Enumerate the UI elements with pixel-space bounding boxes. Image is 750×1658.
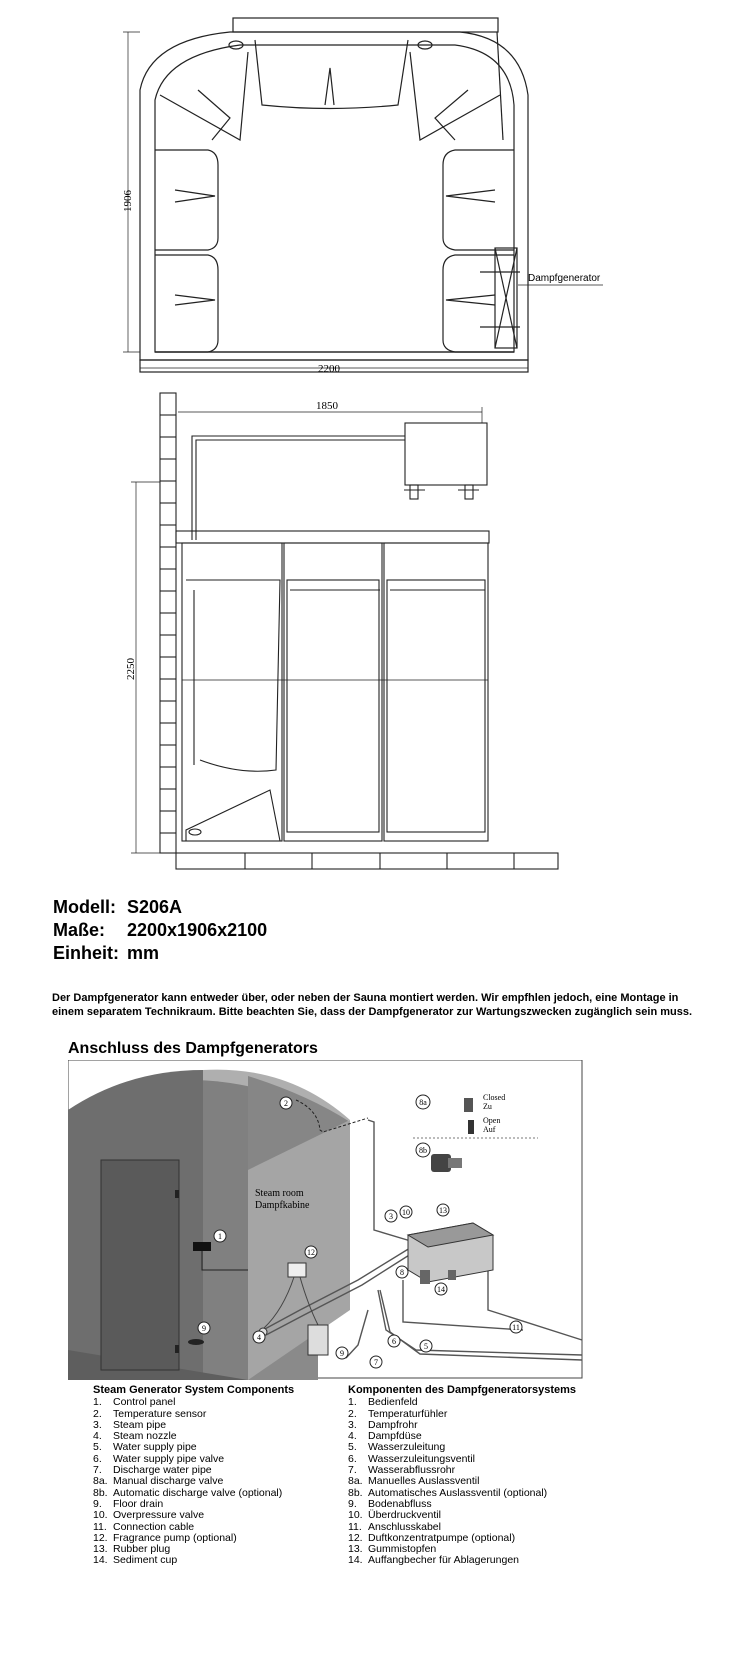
- list-item: [93, 1555, 294, 1566]
- side-view-drawing: [0, 385, 750, 875]
- dim-width-2200: 2200: [318, 363, 340, 375]
- list-item-number: 11.: [93, 1520, 107, 1533]
- svg-text:9: 9: [202, 1324, 206, 1333]
- list-item-text: Auffangbecher für Ablagerungen: [368, 1554, 520, 1567]
- dim-height-2250: 2250: [125, 658, 137, 680]
- svg-text:4: 4: [257, 1333, 261, 1342]
- svg-text:11: 11: [512, 1323, 520, 1332]
- list-item-text: Water supply pipe: [113, 1441, 197, 1454]
- list-item-number: 12.: [348, 1531, 363, 1544]
- svg-text:6: 6: [392, 1337, 396, 1346]
- svg-text:13: 13: [439, 1206, 447, 1215]
- list-item-text: Bedienfeld: [368, 1396, 418, 1409]
- list-item-text: Automatisches Auslassventil (optional): [368, 1486, 548, 1499]
- dim-height-1906: 1906: [122, 190, 134, 212]
- callout-5: [420, 1340, 432, 1352]
- callout-12: [305, 1246, 317, 1258]
- list-item-text: Discharge water pipe: [113, 1464, 212, 1477]
- svg-text:7: 7: [374, 1358, 378, 1367]
- list-item-text: Temperaturfühler: [368, 1407, 448, 1420]
- list-item-number: 11.: [348, 1520, 362, 1533]
- list-item-text: Steam nozzle: [113, 1430, 177, 1443]
- list-item-number: 14.: [348, 1554, 363, 1567]
- list-item-number: 1.: [348, 1396, 357, 1409]
- callout-8a: [416, 1095, 430, 1109]
- svg-text:8b: 8b: [419, 1146, 427, 1155]
- callout-8: [396, 1266, 408, 1278]
- dim-width-1850: 1850: [316, 400, 338, 412]
- callout-13: [437, 1204, 449, 1216]
- list-item-number: 3.: [348, 1418, 357, 1431]
- callout-6: [388, 1335, 400, 1347]
- list-item-number: 9.: [93, 1497, 102, 1510]
- list-item-number: 9.: [348, 1497, 357, 1510]
- svg-text:8a: 8a: [419, 1098, 427, 1107]
- callout-7: [370, 1356, 382, 1368]
- spec-row-unit: Einheit: mm: [53, 943, 160, 963]
- callout-3: [385, 1210, 397, 1222]
- list-item-text: Floor drain: [113, 1497, 164, 1510]
- top-view-drawing: [0, 0, 750, 385]
- list-item-text: Gummistopfen: [368, 1543, 437, 1556]
- list-item: [348, 1555, 576, 1566]
- callout-4: [253, 1331, 265, 1343]
- list-item-text: Fragrance pump (optional): [113, 1531, 237, 1544]
- spec-row-model: Modell: S206A: [53, 897, 183, 917]
- list-item-text: Duftkonzentratpumpe (optional): [368, 1531, 516, 1544]
- list-item-text: Wasserabflussrohr: [368, 1464, 456, 1477]
- components-de-title: Komponenten des Dampfgeneratorsystems: [348, 1384, 576, 1396]
- list-item-number: 13.: [348, 1543, 363, 1556]
- list-item-text: Anschlusskabel: [368, 1520, 441, 1533]
- svg-text:2: 2: [284, 1099, 288, 1108]
- list-item-number: 6.: [93, 1452, 102, 1465]
- svg-text:9: 9: [340, 1349, 344, 1358]
- list-item-text: Manual discharge valve: [113, 1475, 224, 1488]
- list-item-number: 2.: [348, 1407, 357, 1420]
- svg-text:14: 14: [437, 1285, 445, 1294]
- list-item-text: Water supply pipe valve: [113, 1452, 225, 1465]
- room-label-en: Steam room: [255, 1188, 304, 1199]
- list-item-text: Überdruckventil: [368, 1509, 441, 1522]
- list-item-number: 1.: [93, 1396, 102, 1409]
- list-item-number: 10.: [93, 1509, 108, 1522]
- list-item-number: 4.: [93, 1430, 102, 1443]
- valve-open-de: Auf: [483, 1125, 496, 1134]
- callout-1: [214, 1230, 226, 1242]
- list-item-text: Wasserzuleitung: [368, 1441, 446, 1454]
- svg-text:1: 1: [218, 1232, 222, 1241]
- components-list-de: [348, 1385, 576, 1567]
- list-item-text: Dampfdüse: [368, 1430, 422, 1443]
- connection-diagram: [68, 1060, 583, 1380]
- list-item-number: 2.: [93, 1407, 102, 1420]
- svg-text:10: 10: [402, 1208, 410, 1217]
- components-list-en: [93, 1385, 294, 1567]
- valve-closed-de: Zu: [483, 1102, 492, 1111]
- list-item-number: 5.: [93, 1441, 102, 1454]
- mounting-note: Der Dampfgenerator kann entweder über, oder neben der Sauna montiert werden. Wir empfhlen jedoch, eine Montage in einem separatem Technikraum. Bitte beachten Sie, dass der Dampfgenerator zur Wartungszwecken zugänglich sein muss.: [52, 992, 693, 1018]
- list-item-number: 7.: [348, 1464, 357, 1477]
- list-item-text: Wasserzuleitungsventil: [368, 1452, 475, 1465]
- components-en-title: Steam Generator System Components: [93, 1384, 295, 1396]
- callout-9-floor: [198, 1322, 210, 1334]
- callout-8b: [416, 1143, 430, 1157]
- list-item-text: Bodenabfluss: [368, 1497, 432, 1510]
- unit-value: mm: [127, 943, 160, 963]
- list-item-text: Connection cable: [113, 1520, 195, 1533]
- room-label-de: Dampfkabine: [255, 1200, 310, 1211]
- list-item-number: 8b.: [348, 1486, 363, 1499]
- list-item-number: 6.: [348, 1452, 357, 1465]
- callout-14: [435, 1283, 447, 1295]
- list-item-number: 7.: [93, 1464, 102, 1477]
- list-item-text: Automatic discharge valve (optional): [113, 1486, 283, 1499]
- list-item-number: 4.: [348, 1430, 357, 1443]
- list-item-text: Steam pipe: [113, 1418, 167, 1431]
- list-item-text: Rubber plug: [113, 1543, 171, 1556]
- list-item-number: 8a.: [93, 1475, 108, 1488]
- svg-text:3: 3: [389, 1212, 393, 1221]
- list-item-number: 3.: [93, 1418, 102, 1431]
- model-value: S206A: [127, 897, 183, 917]
- list-item-text: Temperature sensor: [113, 1407, 207, 1420]
- svg-text:5: 5: [424, 1342, 428, 1351]
- spec-row-size: Maße: 2200x1906x2100: [53, 920, 268, 940]
- list-item-number: 5.: [348, 1441, 357, 1454]
- list-item-number: 12.: [93, 1531, 108, 1544]
- specs-block: [53, 896, 267, 965]
- list-item-text: Control panel: [113, 1396, 176, 1409]
- list-item-text: Manuelles Auslassventil: [368, 1475, 480, 1488]
- list-item-number: 8b.: [93, 1486, 108, 1499]
- list-item-text: Sediment cup: [113, 1554, 178, 1567]
- list-item-number: 13.: [93, 1543, 108, 1556]
- svg-text:12: 12: [307, 1248, 315, 1257]
- callout-2: [280, 1097, 292, 1109]
- valve-closed-en: Closed: [483, 1093, 506, 1102]
- generator-label: Dampfgenerator: [528, 273, 601, 284]
- connection-title: Anschluss des Dampfgenerators: [68, 1040, 318, 1057]
- svg-text:8: 8: [400, 1268, 404, 1277]
- list-item-number: 8a.: [348, 1475, 363, 1488]
- callout-9-drain: [336, 1347, 348, 1359]
- size-value: 2200x1906x2100: [127, 920, 268, 940]
- list-item-text: Overpressure valve: [113, 1509, 205, 1522]
- callout-10: [400, 1206, 412, 1218]
- list-item-number: 14.: [93, 1554, 108, 1567]
- valve-open-en: Open: [483, 1116, 501, 1125]
- callout-11: [510, 1321, 522, 1333]
- list-item-text: Dampfrohr: [368, 1418, 418, 1431]
- list-item-number: 10.: [348, 1509, 363, 1522]
